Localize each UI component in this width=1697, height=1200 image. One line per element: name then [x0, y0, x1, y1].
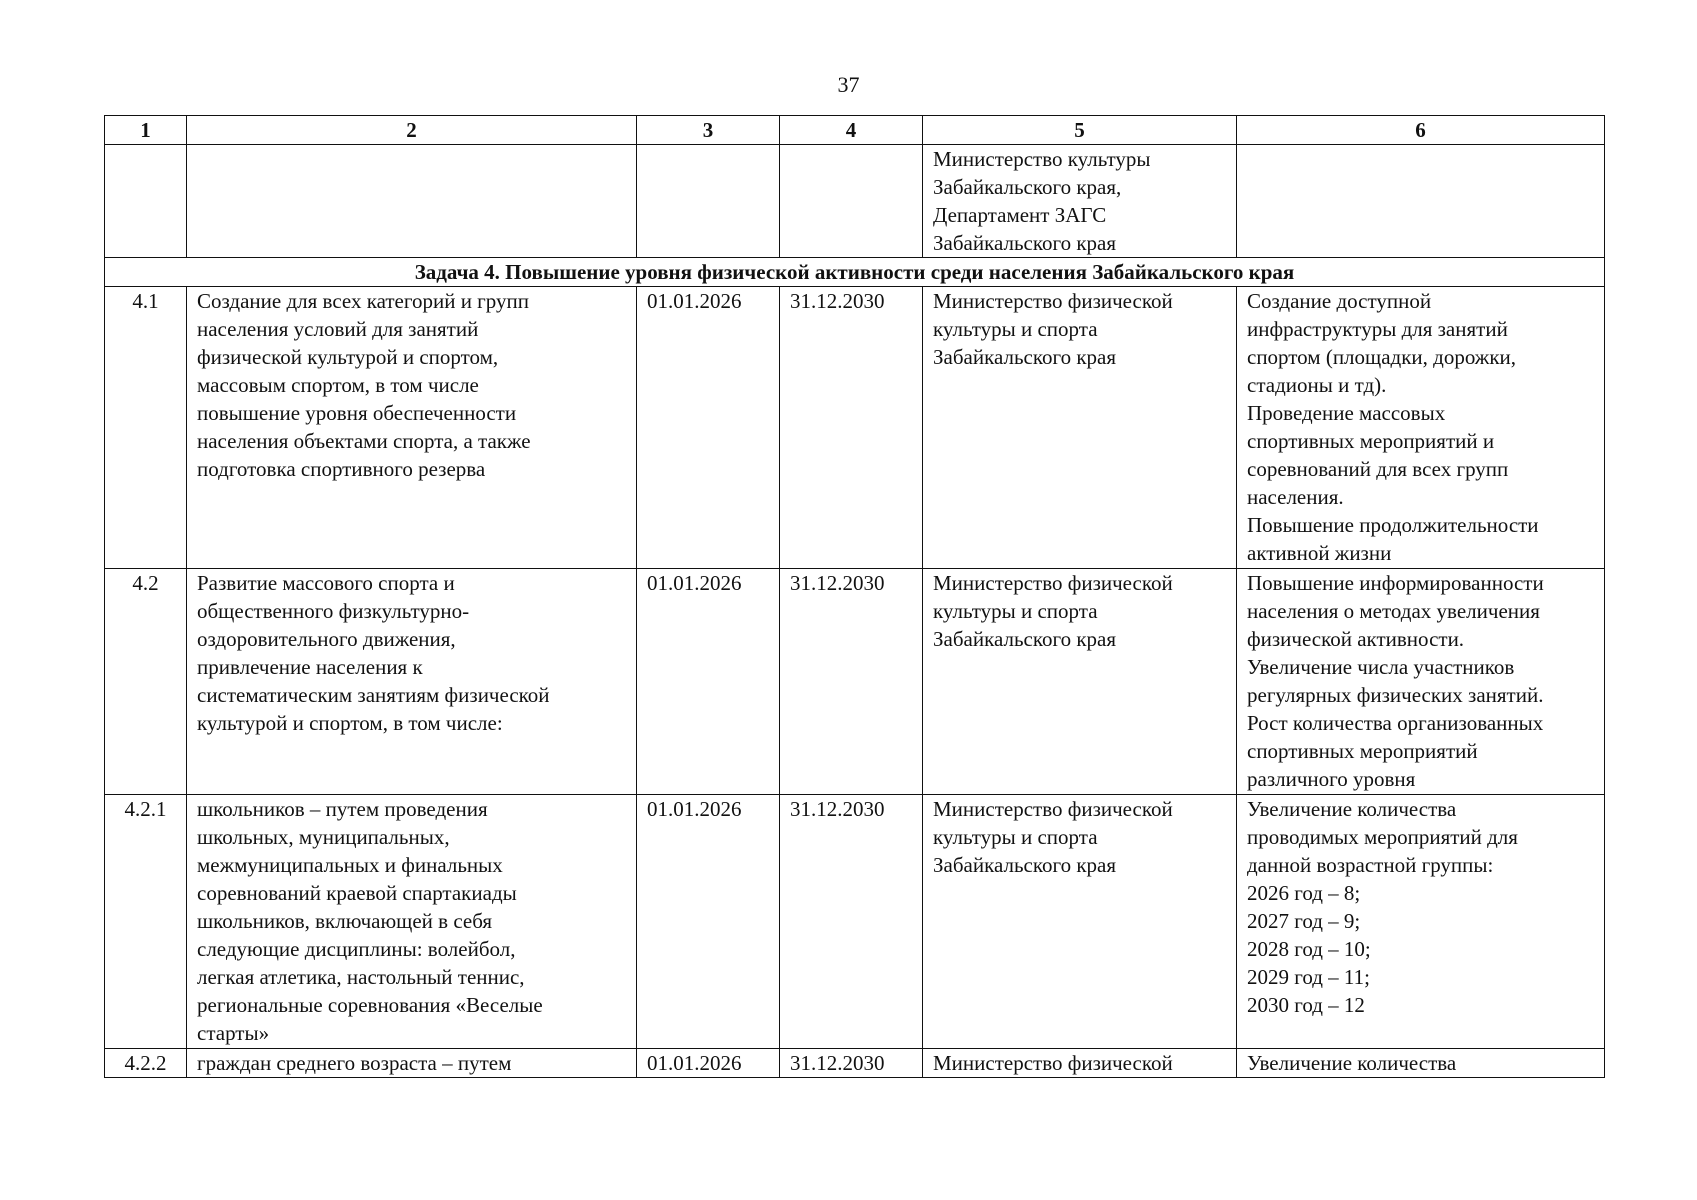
continuation-row — [105, 145, 1605, 258]
header-col-5: 5 — [923, 116, 1237, 145]
result-cell: Создание доступной инфраструктуры для занятий спортом (площадки, дорожки, стадионы и тд). Проведение массовых спортивных мероприятий и соревнований для всех групп населения. Повышение продолжительности активной жизни — [1237, 287, 1605, 569]
table-row — [105, 287, 1605, 569]
result-cell: Увеличение количества проводимых мероприятий для данной возрастной группы: 2026 год – 8; 2027 год – 9; 2028 год – 10; 2029 год – 11; 2030 год – 12 — [1237, 795, 1605, 1049]
start-date-cell — [637, 145, 780, 258]
end-date-cell: 31.12.2030 — [780, 569, 923, 795]
header-col-2: 2 — [187, 116, 637, 145]
result-cell: Увеличение количества — [1237, 1049, 1605, 1078]
executor-cell: Министерство физической культуры и спорта Забайкальского края — [923, 287, 1237, 569]
start-date-cell: 01.01.2026 — [637, 795, 780, 1049]
executor-cell: Министерство физической — [923, 1049, 1237, 1078]
end-date-cell: 31.12.2030 — [780, 1049, 923, 1078]
result-cell — [1237, 145, 1605, 258]
start-date-cell: 01.01.2026 — [637, 287, 780, 569]
plan-table — [104, 115, 1605, 1078]
header-row — [105, 116, 1605, 145]
table-row — [105, 795, 1605, 1049]
executor-cell: Министерство физической культуры и спорта Забайкальского края — [923, 569, 1237, 795]
task-heading-row — [105, 258, 1605, 287]
activity-cell: школьников – путем проведения школьных, муниципальных, межмуниципальных и финальных соревнований краевой спартакиады школьников, включающей в себя следующие дисциплины: волейбол, легкая атлетика, настольный теннис, региональные соревнования «Веселые старты» — [187, 795, 637, 1049]
header-col-3: 3 — [637, 116, 780, 145]
table-row — [105, 569, 1605, 795]
start-date-cell: 01.01.2026 — [637, 1049, 780, 1078]
activity-cell — [187, 145, 637, 258]
task-heading: Задача 4. Повышение уровня физической активности среди населения Забайкальского края — [105, 258, 1605, 287]
start-date-cell: 01.01.2026 — [637, 569, 780, 795]
activity-cell: Создание для всех категорий и групп населения условий для занятий физической культурой и спортом, массовым спортом, в том числе повышение уровня обеспеченности населения объектами спорта, а также подготовка спортивного резерва — [187, 287, 637, 569]
end-date-cell: 31.12.2030 — [780, 795, 923, 1049]
activity-cell: граждан среднего возраста – путем — [187, 1049, 637, 1078]
row-number — [105, 145, 187, 258]
page-number: 37 — [837, 72, 860, 97]
executor-cell: Министерство физической культуры и спорта Забайкальского края — [923, 795, 1237, 1049]
end-date-cell — [780, 145, 923, 258]
row-number: 4.1 — [105, 287, 187, 569]
table-row — [105, 1049, 1605, 1078]
header-col-4: 4 — [780, 116, 923, 145]
row-number: 4.2.1 — [105, 795, 187, 1049]
row-number: 4.2 — [105, 569, 187, 795]
result-cell: Повышение информированности населения о методах увеличения физической активности. Увеличение числа участников регулярных физических занятий. Рост количества организованных спортивных мероприятий различного уровня — [1237, 569, 1605, 795]
executor-cell: Министерство культуры Забайкальского края, Департамент ЗАГС Забайкальского края — [923, 145, 1237, 258]
header-col-6: 6 — [1237, 116, 1605, 145]
end-date-cell: 31.12.2030 — [780, 287, 923, 569]
activity-cell: Развитие массового спорта и общественного физкультурно- оздоровительного движения, привлечение населения к систематическим занятиям физической культурой и спортом, в том числе: — [187, 569, 637, 795]
row-number: 4.2.2 — [105, 1049, 187, 1078]
header-col-1: 1 — [105, 116, 187, 145]
